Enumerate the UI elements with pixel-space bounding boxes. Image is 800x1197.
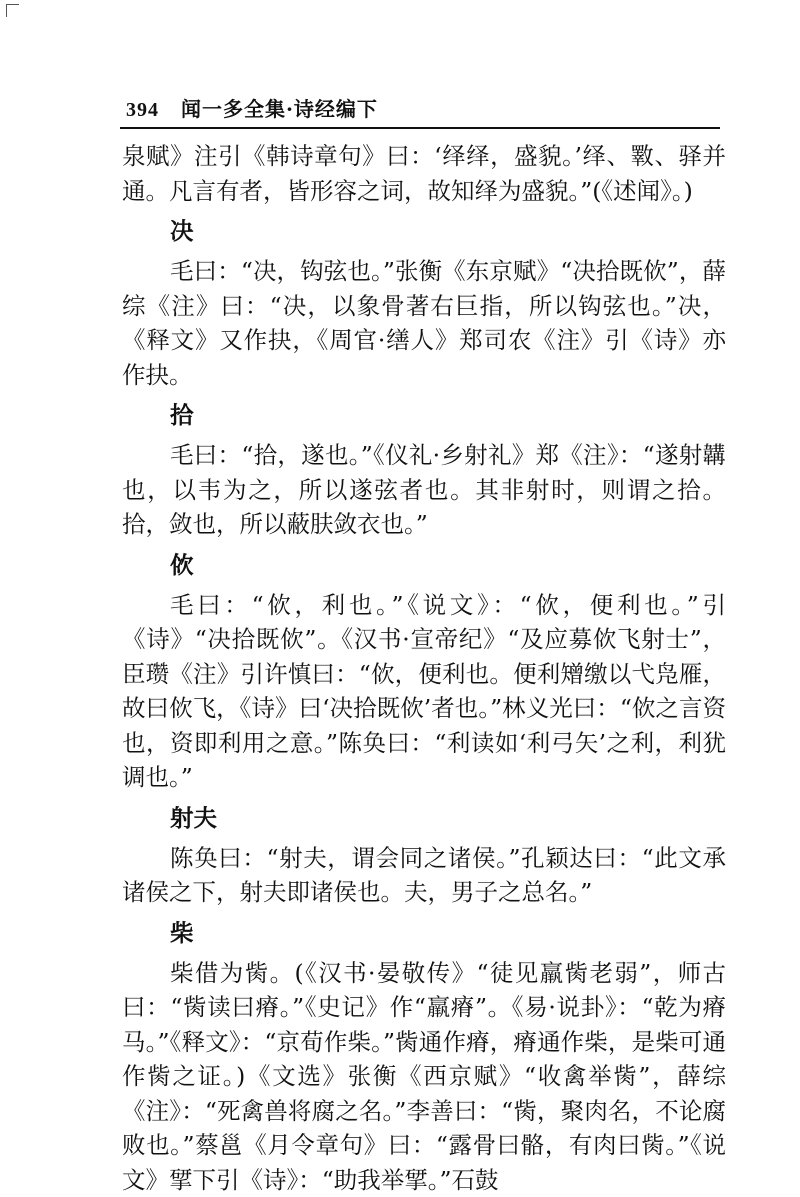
entry-paragraph-jue: 毛曰：“决，钩弦也。”张衡《东京赋》“决拾既佽”，薛综《注》曰：“决，以象骨著右巨指，所以钩弦也。”决，《释文》又作抉，《周官·缮人》郑司农《注》引《诗》亦作抉。 bbox=[122, 254, 726, 392]
entry-heading-ci: 佽 bbox=[122, 542, 726, 588]
page-body bbox=[122, 139, 726, 1197]
continued-paragraph: 泉赋》注引《韩诗章句》曰：‘绎绎，盛貌。’绎、斁、驿并通。凡言有者，皆形容之词，故知绎为盛貌。”(《述闻》。) bbox=[122, 139, 726, 208]
entry-paragraph-shefu: 陈奂曰：“射夫，谓会同之诸侯。”孔颖达曰：“此文承诸侯之下，射夫即诸侯也。夫，男子之总名。” bbox=[122, 841, 726, 910]
page-number: 394 bbox=[126, 99, 159, 122]
book-title: 闻一多全集·诗经编下 bbox=[181, 97, 378, 121]
entry-heading-jue: 决 bbox=[122, 208, 726, 254]
entry-paragraph-chai: 柴借为胔。(《汉书·晏敬传》“徒见羸胔老弱”，师古曰：“胔读曰瘠。”《史记》作“羸瘠”。《易·说卦》：“乾为瘠马。”《释文》：“京荀作柴。”胔通作瘠，瘠通作柴，是柴可通作胔之证。)《文选》张衡《西京赋》“收禽举胔”，薛综《注》：“死禽兽将腐之名。”李善曰：“胔，聚肉名，不论腐败也。”蔡邕《月令章句》曰：“露骨曰骼，有肉曰胔。”《说文》揅下引《诗》：“助我举揅。”石鼓 bbox=[122, 956, 726, 1197]
entry-heading-chai: 柴 bbox=[122, 910, 726, 956]
entry-paragraph-ci: 毛曰：“佽，利也。”《说文》：“佽，便利也。”引《诗》“决拾既佽”。《汉书·宣帝纪》“及应募佽飞射士”，臣瓒《注》引许慎曰：“佽，便利也。便利矰缴以弋凫雁，故曰佽飞，《诗》曰‘决拾既佽’者也。”林义光曰：“佽之言资也，资即利用之意。”陈奂曰：“利读如‘利弓矢’之利，利犹调也。” bbox=[122, 588, 726, 795]
entry-heading-shefu: 射夫 bbox=[122, 795, 726, 841]
page-header bbox=[126, 93, 378, 122]
scan-corner-mark bbox=[6, 4, 19, 17]
header-rule bbox=[120, 127, 720, 129]
entry-heading-she: 拾 bbox=[122, 392, 726, 438]
entry-paragraph-she: 毛曰：“拾，遂也。”《仪礼·乡射礼》郑《注》：“遂射韝也，以韦为之，所以遂弦者也。其非射时，则谓之拾。拾，敛也，所以蔽肤敛衣也。” bbox=[122, 438, 726, 542]
